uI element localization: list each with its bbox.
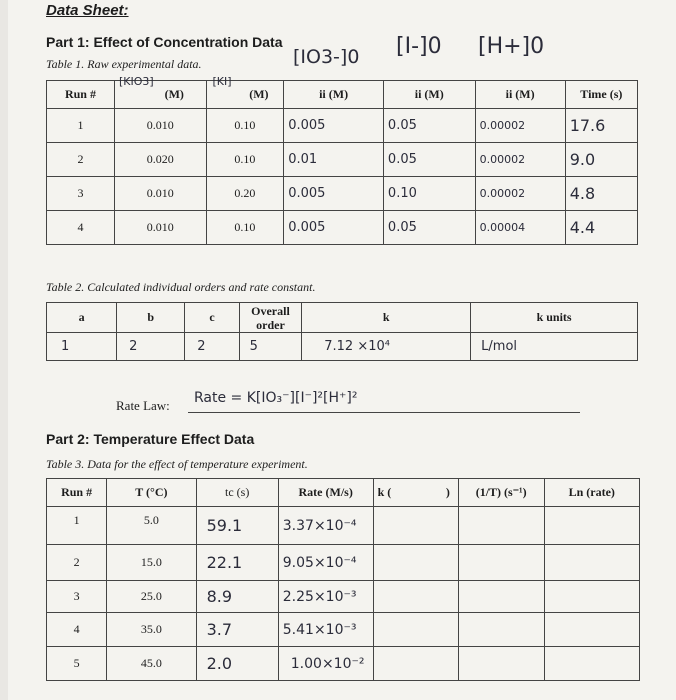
cell: 1 [47, 109, 115, 143]
cell-empty[interactable] [544, 545, 640, 581]
table2 [46, 302, 638, 361]
ki-unit: (M) [249, 87, 269, 101]
cell-handwritten: 1.00×10⁻² [278, 647, 373, 681]
cell-handwritten: 8.9 [196, 581, 278, 613]
cell-handwritten: 17.6 [565, 109, 637, 143]
table2-header-row [47, 303, 638, 333]
cell: 15.0 [107, 545, 196, 581]
table1-caption: Table 1. Raw experimental data. [46, 57, 202, 71]
table1-col-time: Time (s) [565, 81, 637, 109]
table2-col-a: a [47, 303, 117, 333]
cell: 0.010 [114, 109, 206, 143]
table3-col-ln-rate: Ln (rate) [544, 479, 640, 507]
cell: 0.20 [206, 177, 284, 211]
cell-handwritten: 3.37×10⁻⁴ [278, 507, 373, 545]
cell-empty[interactable] [373, 581, 458, 613]
kio3-unit: (M) [164, 87, 184, 101]
cell-handwritten: 2.25×10⁻³ [278, 581, 373, 613]
table3-col-tc: tc (s) [196, 479, 278, 507]
table-row [47, 211, 638, 245]
table1-col-run: Run # [47, 81, 115, 109]
cell-handwritten: 5 [239, 333, 302, 361]
table-row [47, 109, 638, 143]
cell-empty[interactable] [458, 581, 544, 613]
cell-handwritten: L/mol [471, 333, 638, 361]
table2-col-c: c [185, 303, 239, 333]
header-hydrogen: [H+]0 [478, 34, 545, 59]
cell-handwritten: 0.10 [383, 177, 475, 211]
cell-handwritten: 22.1 [196, 545, 278, 581]
cell: 4 [47, 211, 115, 245]
part2-title: Part 2: Temperature Effect Data [46, 431, 255, 447]
cell-handwritten: 0.005 [284, 177, 384, 211]
cell-handwritten: 4.8 [565, 177, 637, 211]
cell-handwritten: 5.41×10⁻³ [278, 613, 373, 647]
cell-handwritten: 0.00002 [475, 177, 565, 211]
cell: 1 [47, 507, 107, 545]
cell-handwritten: 0.05 [383, 211, 475, 245]
table1-col-iodate: ii (M) [284, 81, 384, 109]
cell: 25.0 [107, 581, 196, 613]
table3-caption: Table 3. Data for the effect of temperature experiment. [46, 457, 308, 471]
cell-empty[interactable] [544, 613, 640, 647]
table1-col-hydrogen: ii (M) [475, 81, 565, 109]
cell-handwritten: 9.0 [565, 143, 637, 177]
cell-handwritten: 0.00002 [475, 109, 565, 143]
header-iodate: [IO3-]0 [293, 46, 360, 68]
cell-handwritten: 1 [47, 333, 117, 361]
cell: 35.0 [107, 613, 196, 647]
cell-empty[interactable] [373, 647, 458, 681]
cell-handwritten: 4.4 [565, 211, 637, 245]
table3-header-row [47, 479, 640, 507]
table2-col-k: k [302, 303, 471, 333]
cell-handwritten: 3.7 [196, 613, 278, 647]
cell-handwritten: 0.05 [383, 143, 475, 177]
k-open: k ( [377, 485, 392, 499]
table1-header-row [47, 81, 638, 109]
cell-handwritten: 0.05 [383, 109, 475, 143]
table-row [47, 143, 638, 177]
cell-empty[interactable] [458, 647, 544, 681]
table3-col-k [373, 479, 458, 507]
rate-law-line [188, 412, 580, 413]
cell: 0.020 [114, 143, 206, 177]
table3-col-inverse-t: (1/T) (s⁻¹) [458, 479, 544, 507]
cell: 5.0 [107, 507, 196, 545]
cell: 0.010 [114, 177, 206, 211]
table-row [47, 507, 640, 545]
table2-caption: Table 2. Calculated individual orders and rate constant. [46, 280, 316, 294]
table2-col-k-units: k units [471, 303, 638, 333]
cell-handwritten: 0.01 [284, 143, 384, 177]
cell-empty[interactable] [458, 545, 544, 581]
sheet-title: Data Sheet: [46, 2, 129, 19]
table1 [46, 75, 638, 245]
cell: 45.0 [107, 647, 196, 681]
cell-handwritten: 2.0 [196, 647, 278, 681]
cell: 4 [47, 613, 107, 647]
table2-col-b: b [117, 303, 185, 333]
table3-col-rate: Rate (M/s) [278, 479, 373, 507]
table-row [47, 177, 638, 211]
cell-handwritten: 0.005 [284, 109, 384, 143]
cell: 2 [47, 143, 115, 177]
table1-col-ki [206, 75, 284, 109]
table-row [47, 647, 640, 681]
table-row [47, 581, 640, 613]
cell-handwritten: 0.00002 [475, 143, 565, 177]
table-row [47, 545, 640, 581]
cell-empty[interactable] [373, 545, 458, 581]
table3-col-run: Run # [47, 479, 107, 507]
cell-handwritten: 2 [185, 333, 239, 361]
cell-empty[interactable] [544, 647, 640, 681]
kio3-scribble: [KIO3] [118, 75, 154, 88]
cell: 5 [47, 647, 107, 681]
cell: 0.10 [206, 143, 284, 177]
cell-empty[interactable] [373, 613, 458, 647]
cell-handwritten: 7.12 ×10⁴ [302, 333, 471, 361]
cell-empty[interactable] [458, 613, 544, 647]
cell: 0.10 [206, 109, 284, 143]
data-sheet [8, 0, 676, 700]
table3 [46, 478, 640, 681]
table3-col-temp: T (°C) [107, 479, 196, 507]
cell: 0.010 [114, 211, 206, 245]
header-iodide: [I-]0 [396, 34, 442, 59]
table1-col-kio3 [114, 75, 206, 109]
cell-empty[interactable] [544, 581, 640, 613]
table1-col-iodide: ii (M) [383, 81, 475, 109]
cell-handwritten: 9.05×10⁻⁴ [278, 545, 373, 581]
rate-law-label: Rate Law: [116, 398, 170, 413]
cell: 2 [47, 545, 107, 581]
cell: 3 [47, 177, 115, 211]
cell: 0.10 [206, 211, 284, 245]
ki-scribble: [KI] [212, 75, 232, 88]
k-close: ) [445, 485, 450, 499]
cell-handwritten: 2 [117, 333, 185, 361]
cell-empty[interactable] [544, 507, 640, 545]
cell-handwritten: 0.00004 [475, 211, 565, 245]
table2-col-overall: Overall order [239, 303, 302, 333]
cell: 3 [47, 581, 107, 613]
cell-empty[interactable] [373, 507, 458, 545]
rate-law-value: Rate = K[IO₃⁻][I⁻]²[H⁺]² [194, 390, 358, 406]
part1-title: Part 1: Effect of Concentration Data [46, 34, 283, 50]
cell-empty[interactable] [458, 507, 544, 545]
table-row [47, 333, 638, 361]
cell-handwritten: 59.1 [196, 507, 278, 545]
table-row [47, 613, 640, 647]
cell-handwritten: 0.005 [284, 211, 384, 245]
